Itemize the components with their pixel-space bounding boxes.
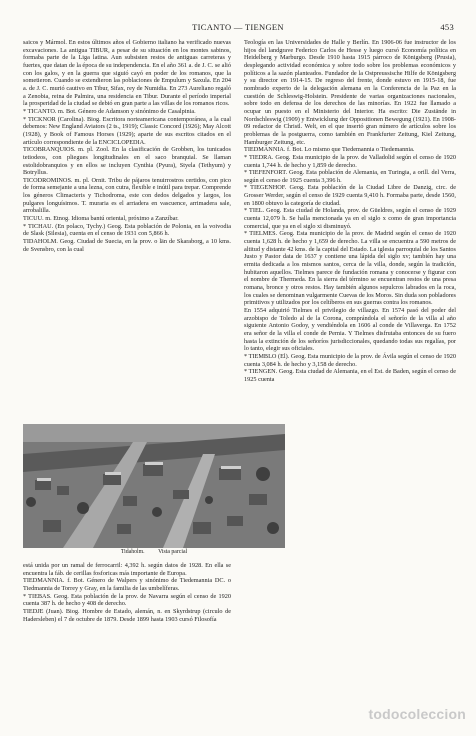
right-column	[244, 39, 456, 384]
entry-tiedje: TIEDJE (Juan). Biog. Hombre de Estado, alemán, n. en Skyrdstrup (circulo de Hadersleben) el 7 de octubre de 1879. Desde 1899 hasta 1903 cursó Filosofía	[23, 607, 231, 623]
left-bottom-column	[23, 562, 231, 623]
caption-description: Vista parcial	[158, 549, 188, 555]
entry-tiedra: * TIEDRA. Geog. Esta municipio de la prov. de Valladolid según el censo de 1920 cuenta 1,744 h. de hecho y 1,859 de derecho.	[244, 153, 456, 169]
entry-tiedmannia: TIEDMANNIA. f. Bot. Lo mismo que Tiedemannia o Tiedemannia.	[244, 146, 415, 154]
entry-tiengen: * TIENGEN. Geog. Esta ciudad de Alemania, en el Est. de Baden, según el censo de 1925 cuenta	[244, 368, 456, 383]
header-title: TICANTO — TIENGEN	[192, 22, 284, 32]
entry-ticknor: * TICKNOR (Carolina). Biog. Escritora norteamericana contemporánea, a la cual debemos: New England Aviators (2 ts., 1919); Classic Concord (1926); May Alcott (1928), y Book of Famous Horses (1929); aparte de sus escritos citados en el artículo correspondiente de la ENCICLOPEDIA.	[23, 115, 232, 146]
running-header	[0, 22, 476, 36]
paragraph: está unida por un ramal de ferrocarril: 4,392 h. según datos de 1928. En ella se encuentra la fáb. de cerillas fosforicas más importante de Europa.	[23, 562, 231, 577]
entry-ticobranquios: TICOBRANQUIOS. m. pl. Zool. En la clasificación de Grobben, los tunicados tetiodeos, con pliegues longitudinales en el saco branquial. Se llaman estolidobranquios y en ellos se incluyen Cynthia (Pyura), Styela (Tethyum) y Botryllus.	[23, 146, 231, 177]
watermark-logo: todocoleccion	[368, 706, 466, 722]
paragraph: En 1554 adquirió Tielmes el privilegio de villazgo. En 1574 pasó del poder del arzobispo de Toledo al de la Corona, comprándola el señorío de la villa al año siguiente Antonio Godoy, y vendiéndola en 1606 al conde de Villaverga. En 1752 era señor de la villa el conde de Pernia. Y Tielmes disfrutaba entonces de su fuero hasta la extinción de los señoríos jurisdiccionales, quedando todas sus regalías, por lo tanto, elegir sus oficiales.	[244, 306, 456, 353]
figure-caption	[23, 549, 285, 555]
entry-tiemblo: * TIEMBLO (El). Geog. Esta municipio de la prov. de Ávila según el censo de 1920 cuenta 3,084 h. de hecho y 3,158 de derecho.	[244, 352, 456, 368]
caption-place: Tidaholm.	[120, 549, 145, 555]
aerial-photo	[23, 424, 285, 548]
entry-tielmes: * TIELMES. Geog. Esta municipio de la prov. de Madrid según el censo de 1920 cuenta 1,628 h. de hecho y 1,659 de derecho. La villa se encuentra a 590 metros de altitud y distante 42 kms. de la capital del Estado. La iglesia parroquial de los Santos Justo y Pastor data de 1637 y contiene una lápida del siglo xv; también hay una ermita dedicada a los mismos santos, cerca de la villa, donde, según la tradición, hubitaron aquellos. Tielmes parece de fundación romana y conocerse y figurar con el nombre de Thermeda. En la sierra del término se encuentran restos de una presa romana, bronce y otros restos. Hay también algunos sepulcros labrados en la roca, los cuales se denominan vulgarmente Cuevas de los Moros. Sin duda son pobladores primitivos y utilizados por los celtíberos en sus guerras contra los romanos.	[244, 230, 456, 307]
paragraph: saicos y Mármol. En estos últimos años el Gobierno italiano ha verificado nuevas excavaciones. La antigua TIBUR, a pesar de su situación en los montes sabinos, formaba parte de la Liga latina. Aun subsisten restos de antiguas carreteras y fuertes, que datan de la época de su independencia. En el año 361 a. de J. C. se alió con los galos, y en la guerra que siguió cayó en poder de los romanos, que la sometieron. Cuando se extendieron las poblaciones de Empulum y Saxula. En 204 a. de J. C. murió cautivo en Tibur, Sifax, rey de Numidia. En 273 Aureliano regaló a Zenobia, reina de Palmira, una residencia en Tibur. Durante el período imperial la prosperidad de la ciudad se debió en gran parte a las villas de los romanos ricos.	[23, 39, 231, 108]
entry-tichau: * TICHAU. (En polaco, Tychy.) Geog. Esta población de Polonia, en la voivodia de Slask (Silesia), cuenta en el censo de 1931 con 5,866 h.	[23, 222, 231, 238]
entry-tiebas: * TIEBAS. Geog. Esta población de la prov. de Navarra según el censo de 1920 cuenta 387 h. de hecho y 408 de derecho.	[23, 592, 231, 608]
entry-tidaholm: TIDAHOLM. Geog. Ciudad de Suecia, en la prov. o län de Skaraborg, a 10 kms. de Svensbro, con la cual	[23, 238, 231, 253]
left-column	[23, 39, 231, 253]
entry-tiefenfort: * TIEFENFORT. Geog. Esta población de Alemania, en Turingia, a orill. del Verra, según el censo de 1925 cuenta 3,396 h.	[244, 169, 456, 184]
entry-ticodrominos: TICODROMINOS. m. pl. Ornit. Tribu de pájaros tenuirrostros certidos, con pico de forma semejante a una lezna, con cutra, flexible e inútil para trepar. Comprende los géneros Climacteris y Tichodroma, este con dedos delgados y largos, los pulgares longuísimos. T. muraria es el arriadera en vascuence, arrimadera sale, arrobalilla.	[23, 176, 231, 215]
entry-ticanto: * TICANTO. m. Bot. Género de Adamson y sinónimo de Casalpinia.	[23, 107, 196, 115]
entry-ticuu: TICUU. m. Etnog. Idioma bantú oriental, próximo a Zanzíbar.	[23, 215, 179, 223]
entry-tiedmannia-bot: TIEDMANNIA. f. Bot. Género de Walpers y sinónimo de Tiedemannia DC. o Tiedmannia de Torrey y Gray, en la familia de las umbelíferas.	[23, 577, 231, 592]
aerial-photo-graphic	[23, 424, 285, 548]
paragraph: Teología en las Universidades de Halle y Berlín. En 1906-06 fue instructor de los hijos del landgrave Federico Carlos de Hesse y luego cursó Economía política en Heidelberg y Marburgo. Desde 1910 hasta 1915 párroco de Königsberg (Prusia), desplegando actividad económica y sobre todo sobre los problemas económicos y políticos a la sazón planteados. Fundador de la Ostpreussische Hilfe de Königsberg y su director en 1914-15. De regreso del frente, donde estuvo en 1915-18, fue nombrado experto de la delegación alemana en la Conferencia de la Paz en la cuestión de Schleswig-Holstein. Presidente de varias organizaciones nacionales, sobre todo en defensa de los derechos de las minorías. En 1922 fue llamado a ocupar un puesto en el Ministerio del Interior. Ha escrito: Die Zustände in Nordschleswig (1909) y Entwicklung der Oppositionen Bewegung (1921). En 1908-09 redactor de Christl. Welt, en el que insertó gran número de artículos sobre los problemas de la postguerra, como también en Frankfurter Zeitung, Kiel Zeitung, Hamburger Zeitung, etc.	[244, 39, 456, 146]
entry-tiel: * TIEL. Geog. Esta ciudad de Holanda, prov. de Güeldres, según el censo de 1929 cuenta 12,079 h. Se halla mencionada ya en el siglo x como de gran importancia comercial, que ya en el siglo xi disminuyó.	[244, 207, 456, 230]
entry-tiegenhof: * TIEGENHOF. Geog. Esta población de la Ciudad Libre de Danzig, circ. de Grosser Werder, según el censo de 1929 cuenta 9,410 h. Formaba parte, desde 1560, en 1800 obtuvo la categoría de ciudad.	[244, 184, 456, 207]
page-number: 453	[440, 22, 454, 32]
